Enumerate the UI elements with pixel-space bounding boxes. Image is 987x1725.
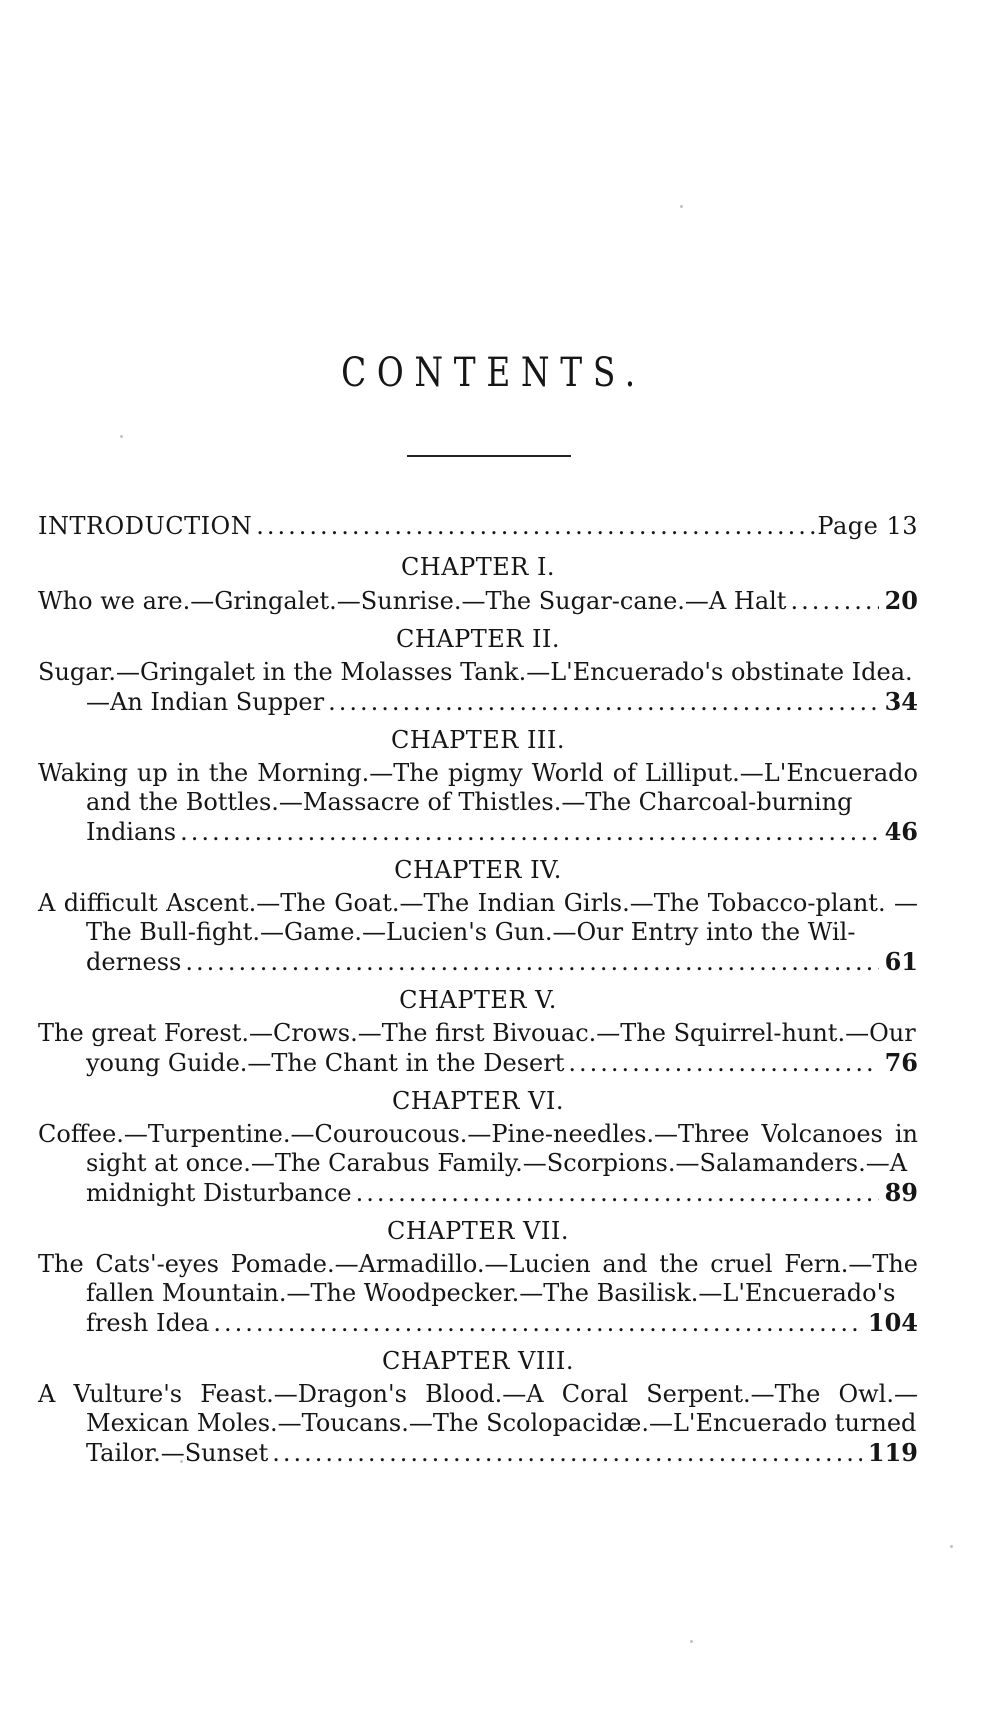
chapter-entry-4	[38, 856, 918, 977]
chapter-summary-end: Indians	[86, 818, 177, 846]
introduction-entry	[38, 512, 918, 541]
chapter-final-line	[38, 1308, 918, 1338]
chapter-page-number: 119	[867, 1438, 918, 1467]
chapter-page-number: 46	[884, 817, 918, 846]
chapter-heading: CHAPTER V.	[399, 986, 557, 1014]
chapter-heading: CHAPTER IV.	[394, 856, 562, 884]
introduction-page: Page 13	[817, 512, 918, 540]
print-speck	[690, 1640, 693, 1643]
chapter-summary: Waking up in the Morning.—The pigmy World of Lilliput.—L'Encuerado and the Bottles.—Massacre of Thistles.—The Charcoal-burning	[38, 759, 918, 816]
chapter-heading: CHAPTER II.	[395, 625, 561, 653]
print-speck	[680, 205, 683, 208]
dot-leader	[209, 1309, 862, 1338]
chapter-page-number: 34	[884, 687, 918, 716]
chapter-page-number: 61	[884, 947, 918, 976]
chapter-final-line	[38, 586, 918, 616]
print-speck	[950, 1545, 953, 1548]
chapter-page-number: 20	[884, 586, 918, 615]
chapter-summary-end: fresh Idea	[86, 1309, 210, 1337]
chapter-summary: The Cats'-eyes Pomade.—Armadillo.—Lucien and the cruel Fern.—The fallen Mountain.—The Woodpecker.—The Basilisk.—L'Encuerado's	[38, 1250, 918, 1307]
chapter-entry-2	[38, 625, 918, 717]
chapter-heading: CHAPTER VIII.	[382, 1347, 574, 1375]
chapter-heading: CHAPTER VI.	[392, 1087, 564, 1115]
title-rule	[407, 455, 571, 457]
chapter-page-number: 89	[884, 1178, 918, 1207]
dot-leader	[324, 688, 879, 717]
chapter-final-line	[38, 1048, 918, 1078]
dot-leader	[564, 1049, 878, 1078]
chapter-summary-end: Tailor.—Sunset	[86, 1439, 269, 1467]
chapter-summary-end: —An Indian Supper	[86, 688, 325, 716]
chapter-heading: CHAPTER VII.	[387, 1217, 569, 1245]
chapter-summary-end: derness	[86, 948, 182, 976]
print-speck	[120, 435, 123, 438]
introduction-label: INTRODUCTION	[38, 512, 253, 540]
chapter-entry-5	[38, 986, 918, 1078]
dot-leader	[786, 587, 878, 616]
chapter-summary: A difficult Ascent.—The Goat.—The Indian Girls.—The Tobacco-plant. —The Bull-fight.—Game.—Lucien's Gun.—Our Entry into the Wil-	[38, 889, 918, 946]
chapter-final-line	[38, 947, 918, 977]
chapter-entry-7	[38, 1217, 918, 1338]
chapter-final-line	[38, 687, 918, 717]
contents-list	[38, 512, 918, 1477]
chapter-summary-end: young Guide.—The Chant in the Desert	[86, 1049, 565, 1077]
page-title: CONTENTS.	[341, 350, 646, 396]
chapter-page-number: 76	[884, 1048, 918, 1077]
chapter-summary: The great Forest.—Crows.—The first Bivouac.—The Squirrel-hunt.—Our	[38, 1019, 916, 1047]
print-speck	[180, 1460, 183, 1463]
chapter-entry-3	[38, 726, 918, 847]
chapter-final-line	[38, 817, 918, 847]
chapter-entry-6	[38, 1087, 918, 1208]
chapter-entry-1	[38, 553, 918, 616]
chapter-summary: A Vulture's Feast.—Dragon's Blood.—A Coral Serpent.—The Owl.— Mexican Moles.—Toucans.—The Scolopacidæ.—L'Encuerado turned	[38, 1380, 918, 1437]
dot-leader	[176, 818, 879, 847]
chapter-heading: CHAPTER I.	[400, 553, 556, 581]
chapter-summary-end: midnight Disturbance	[86, 1179, 352, 1207]
dot-leader	[252, 512, 817, 541]
chapter-heading: CHAPTER III.	[390, 726, 566, 754]
chapter-summary: Who we are.—Gringalet.—Sunrise.—The Sugar-cane.—A Halt	[38, 587, 787, 615]
chapter-summary: Sugar.—Gringalet in the Molasses Tank.—L'Encuerado's obstinate Idea.	[38, 658, 913, 686]
dot-leader	[268, 1439, 862, 1468]
dot-leader	[181, 948, 878, 977]
chapter-final-line	[38, 1438, 918, 1468]
dot-leader	[352, 1179, 879, 1208]
chapter-final-line	[38, 1178, 918, 1208]
chapter-page-number: 104	[867, 1308, 918, 1337]
chapter-summary: Coffee.—Turpentine.—Couroucous.—Pine-needles.—Three Volcanoes in sight at once.—The Carabus Family.—Scorpions.—Salamanders.—A	[38, 1120, 918, 1177]
chapter-entry-8	[38, 1347, 918, 1468]
